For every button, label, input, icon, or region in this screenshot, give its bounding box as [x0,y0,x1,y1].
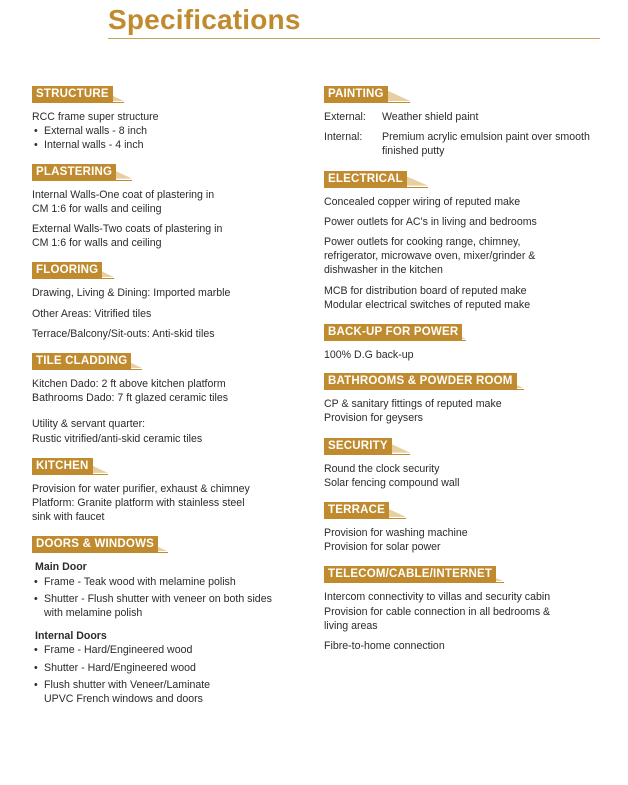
section-heading: KITCHEN [32,458,93,475]
subheading-internal-doors: Internal Doors [35,630,107,643]
spec-line: sink with faucet [32,511,105,524]
list-item: • Flush shutter with Veneer/Laminate UPVC French windows and doors [32,678,307,706]
spec-line: Provision for cable connection in all bedrooms & [324,605,551,618]
list-item: • External walls - 8 inch [32,124,307,138]
section-flooring [32,260,307,341]
list-item: • Shutter - Hard/Engineered wood [32,661,307,675]
spec-line: External Walls-Two coats of plastering in [32,223,223,236]
spec-pair [324,110,594,124]
spec-line: Internal Walls-One coat of plastering in [32,188,215,201]
section-backup-power [324,322,594,362]
spec-line: Platform: Granite platform with stainless steel [32,497,245,510]
spec-line: RCC frame super structure [32,111,159,123]
section-security [324,436,594,490]
spec-line: refrigerator, microwave oven, mixer/grinder & [324,250,536,263]
spec-line: Provision for washing machine [324,527,468,540]
spec-line: living areas [324,619,378,632]
spec-value: Premium acrylic emulsion paint over smooth finished putty [382,131,590,158]
section-plastering [32,162,307,251]
list-item: • Shutter - Flush shutter with veneer on both sides with melamine polish [32,592,307,620]
spec-line: Bathrooms Dado: 7 ft glazed ceramic tiles [32,392,229,405]
spec-line: CP & sanitary fittings of reputed make [324,398,502,411]
spec-label: Internal: [324,131,363,144]
right-column [324,84,594,653]
spec-line: Provision for geysers [324,412,423,425]
spec-line: CM 1:6 for walls and ceiling [32,202,162,215]
section-heading: TILE CLADDING [32,353,131,370]
heading-accent [384,89,410,101]
spec-line: Provision for solar power [324,541,441,554]
section-tile-cladding [32,351,307,446]
spec-label: External: [324,111,366,123]
spec-line: dishwasher in the kitchen [324,264,443,277]
spec-list [32,592,307,620]
spec-line: Solar fencing compound wall [324,476,460,489]
spec-line: Concealed copper wiring of reputed make [324,195,521,208]
section-heading: DOORS & WINDOWS [32,536,158,553]
section-heading: BATHROOMS & POWDER ROOM [324,373,517,390]
section-painting [324,84,594,159]
section-bathrooms [324,371,594,425]
spec-line: Round the clock security [324,462,440,475]
section-heading: SECURITY [324,438,392,455]
page-title: Specifications [108,4,301,35]
spec-list [32,124,307,152]
list-item: • Frame - Hard/Engineered wood [32,643,307,657]
section-structure [32,84,307,153]
section-heading: FLOORING [32,262,102,279]
spec-line: Drawing, Living & Dining: Imported marble [32,287,231,300]
spec-line: Other Areas: Vitrified tiles [32,307,152,320]
spec-line: Utility & servant quarter: [32,418,146,431]
spec-list [32,575,307,589]
spec-list [32,643,307,657]
section-heading: PAINTING [324,86,388,103]
list-item: • Internal walls - 4 inch [32,138,307,152]
spec-pair [324,130,594,158]
list-item: • Frame - Teak wood with melamine polish [32,575,307,589]
spec-line: CM 1:6 for walls and ceiling [32,237,162,250]
spec-line: MCB for distribution board of reputed make [324,284,527,297]
spec-line: Power outlets for AC's in living and bedrooms [324,215,537,228]
section-terrace [324,500,594,554]
section-heading: ELECTRICAL [324,171,407,188]
spec-line: Power outlets for cooking range, chimney, [324,236,521,249]
subheading-main-door: Main Door [35,561,87,574]
section-heading: STRUCTURE [32,86,113,103]
spec-line: Provision for water purifier, exhaust & chimney [32,482,250,495]
spec-value: Weather shield paint [382,111,479,123]
section-kitchen [32,456,307,525]
section-heading: PLASTERING [32,164,116,181]
spec-list [32,661,307,675]
spec-line: Fibre-to-home connection [324,640,445,653]
section-electrical [324,169,594,312]
section-heading: TERRACE [324,502,389,519]
spec-line: Intercom connectivity to villas and security cabin [324,591,551,604]
spec-line: Terrace/Balcony/Sit-outs: Anti-skid tiles [32,327,215,340]
spec-line: Rustic vitrified/anti-skid ceramic tiles [32,432,203,445]
spec-line: Modular electrical switches of reputed make [324,298,531,311]
section-heading: TELECOM/CABLE/INTERNET [324,566,496,583]
spec-list [32,678,307,706]
left-column [32,84,307,706]
title-divider [108,38,600,39]
section-telecom [324,564,594,653]
spec-line: Kitchen Dado: 2 ft above kitchen platform [32,378,226,391]
section-heading: BACK-UP FOR POWER [324,324,462,341]
section-doors-windows [32,534,307,706]
spec-line: 100% D.G back-up [324,349,414,362]
